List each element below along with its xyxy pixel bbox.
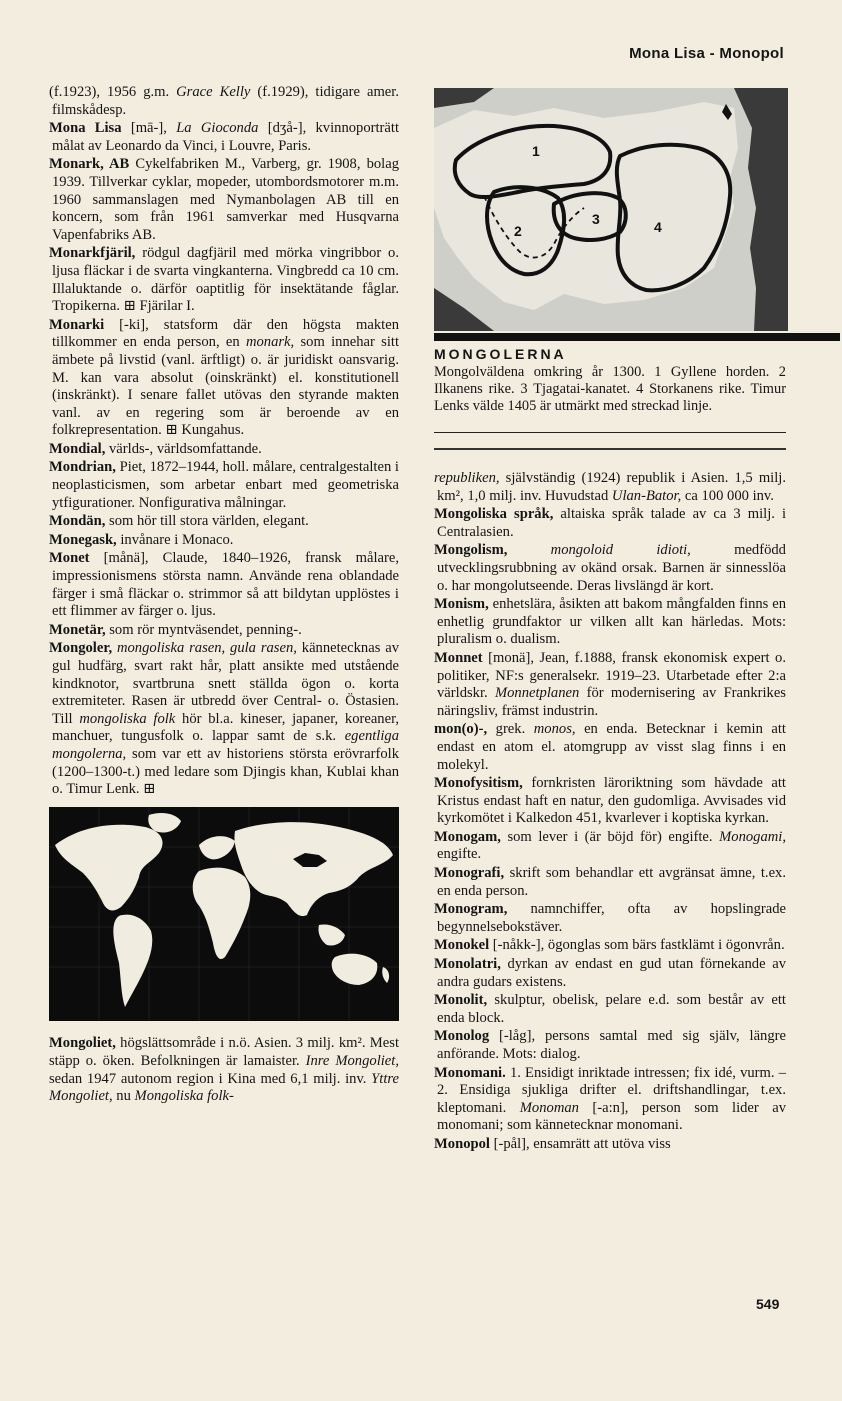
entry-monolatri: Monolatri, dyrkan av endast en gud utan förnekande av andra gudars existens. [434,956,786,990]
entry-monopol: Monopol [-pål], ensamrätt att utöva viss [434,1135,671,1152]
entry-monegask: Monegask, invånare i Monaco. [49,531,234,548]
entry-monolit: Monolit, skulptur, obelisk, pelare e.d. som består av ett enda block. [434,992,786,1026]
map-label-3: 3 [592,211,600,227]
left-column [49,84,399,1120]
entry-monetar: Monetär, som rör myntväsendet, penning-. [49,621,302,638]
entry-mongoler: Mongoler, mongoliska rasen, gula rasen, kännetecknas av gul hudfärg, svart rakt hår, platt ansikte med utstående kindknotor, svartbruna snett ställda ögon o. korta extremiteter. Rasen är utbredd över Central- o. Östasien. Till mongoliska folk hör bl.a. kineser, japaner, koreaner, manchuer, tungusfolk o. lappar samt de s.k. egentliga mongolerna, som var ett av historiens största erövrarfolk (1200–1300-t.) med ledare som Djingis khan, Kublai khan o. Timur Lenk. ⊞ [49,640,399,798]
section-rule-2 [434,448,786,450]
entry-monarkfjaril: Monarkfjäril, rödgul dagfjäril med mörka vingribbor o. ljusa fläckar i de svarta vingkanterna. Vingbredd ca 10 cm. Illaluktande o. därför oaptitlig för insektätande fåglar. Tropikerna. ⊞ Fjärilar I. [49,245,399,315]
entry-monokel: Monokel [-nåkk-], ögonglas som bärs fastklämt i ögonvrån. [434,937,785,954]
entry-mondrian: Mondrian, Piet, 1872–1944, holl. målare, centralgestalten i neoplasticismen, som arbetar enbart med geometriska ytfigurationer. Nonfigurativa målningar. [49,459,399,511]
entry-monet: Monet [månä], Claude, 1840–1926, fransk målare, impressionismens största namn. Använde rena oblandade färger i små fläckar o. strimmor så att bildytan upplöstes i ett flimmer av färger o. ljus. [49,550,399,620]
entry-monogram: Monogram, namnchiffer, ofta av hopslingrade begynnelsebokstäver. [434,901,786,935]
entry-mongolism: Mongolism, mongoloid idioti, medfödd utvecklingsrubbning av okänd orsak. Barnen är sinnesslöa o. har mongolutseende. Deras livslängd är kort. [434,542,786,594]
right-column [434,470,786,1155]
map-divider-rule [434,333,840,341]
entry-mona-lisa: Mona Lisa [mā-], La Gioconda [dʒå-], kvinnoporträtt målat av Leonardo da Vinci, i Louvre, Paris. [49,120,399,154]
entry-mondial: Mondial, världs-, världsomfattande. [49,440,262,457]
entry-monografi: Monografi, skrift som behandlar ett avgränsat ämne, t.ex. en enda person. [434,865,786,899]
map-title: MONGOLERNA [434,346,567,362]
entry-monnet: Monnet [monä], Jean, f.1888, fransk ekonomisk expert o. politiker, NF:s generalsekr. 1919–23. Utarbetade efter 2:a världskr. Monnetplanen för modernisering av Frankrikes näringsliv, främst industrin. [434,649,786,719]
page-number: 549 [756,1296,780,1312]
entry-monolog: Monolog [-låg], persons samtal med sig själv, längre anförande. Mots: dialog. [434,1028,786,1062]
entry-monarki: Monarki [-ki], statsform där den högsta makten tillkommer en enda person, en monark, som innehar sitt ämbete på livstid (vanl. ärftligt) o. är juridiskt oansvarig. M. kan vara absolut (oinskränkt) el. konstitutionell (inskränkt). I senare fallet utövas den styrande makten vanl. av en regering som är beroende av en folkrepresentation. ⊞ Kungahus. [49,316,399,439]
entry-monism: Monism, enhetslära, åsikten att bakom mångfalden finns en enhetlig grundfaktor ur vilken allt kan härledas. Mots: pluralism o. dualism. [434,596,786,648]
entry-monogam: Monogam, som lever i (är böjd för) engifte. Monogami, engifte. [434,828,786,863]
entry-monark-ab: Monark, AB Cykelfabriken M., Varberg, gr. 1908, bolag 1939. Tillverkar cyklar, mopeder, utombordsmotorer m.m. 1960 sammanslagen med Nymanbolagen AB till en koncern, som från 1961 samverkar med Husqvarna Vapenfabriks AB. [49,156,399,243]
map-caption-block [434,346,786,415]
running-header: Mona Lisa - Monopol [629,45,784,62]
entry-mondan: Mondän, som hör till stora världen, elegant. [49,513,309,530]
map-label-1: 1 [532,143,540,159]
map-label-2: 2 [514,223,522,239]
section-rule-1 [434,432,786,433]
entry-monomani: Monomani. 1. Ensidigt inriktade intressen; fix idé, vurm. – 2. Ensidiga sjukliga drifter el. driftshandlingar, t.ex. kleptomani. Monoman [-a:n], person som lider av monomani; som kännetecknar monomani. [434,1064,786,1134]
entry-kelly: (f.1923), 1956 g.m. Grace Kelly (f.1929), tidigare amer. filmskådesp. [49,84,399,118]
mongol-empires-map [434,88,788,331]
map-label-4: 4 [654,219,662,235]
entry-monofysitism: Monofysitism, fornkristen läroriktning som hävdade att Kristus endast haft en natur, den gudomliga. Avvisades vid kyrkomötet i Kalkedon 451, kvarlever i koptiska kyrkan. [434,775,786,827]
entry-mongoliska-sprak: Mongoliska språk, altaiska språk talade av ca 3 milj. i Centralasien. [434,506,787,540]
entry-mono-prefix: mon(o)-, grek. monos, en enda. Betecknar i kemin att endast en atom el. atomgrupp av visst slag finns i en molekyl. [434,721,786,773]
entry-republiken: republiken, självständig (1924) republik i Asien. 1,5 milj. km², 1,0 milj. inv. Huvudstad Ulan-Bator, ca 100 000 inv. [434,470,786,504]
caption-mongoliet: Mongoliet, högslättsområde i n.ö. Asien. 3 milj. km². Mest stäpp o. öken. Befolkningen är lamaister. Inre Mongoliet, sedan 1947 autonom region i Kina med 6,1 milj. inv. Yttre Mongoliet, nu Mongoliska folk- [49,1035,399,1105]
world-map-image [49,807,399,1021]
map-caption: Mongolväldena omkring år 1300. 1 Gyllene horden. 2 Ilkanens rike. 3 Tjagatai-kanatet. 4 Storkanens rike. Timur Lenks välde 1405 är utmärkt med streckad linje. [434,364,786,414]
